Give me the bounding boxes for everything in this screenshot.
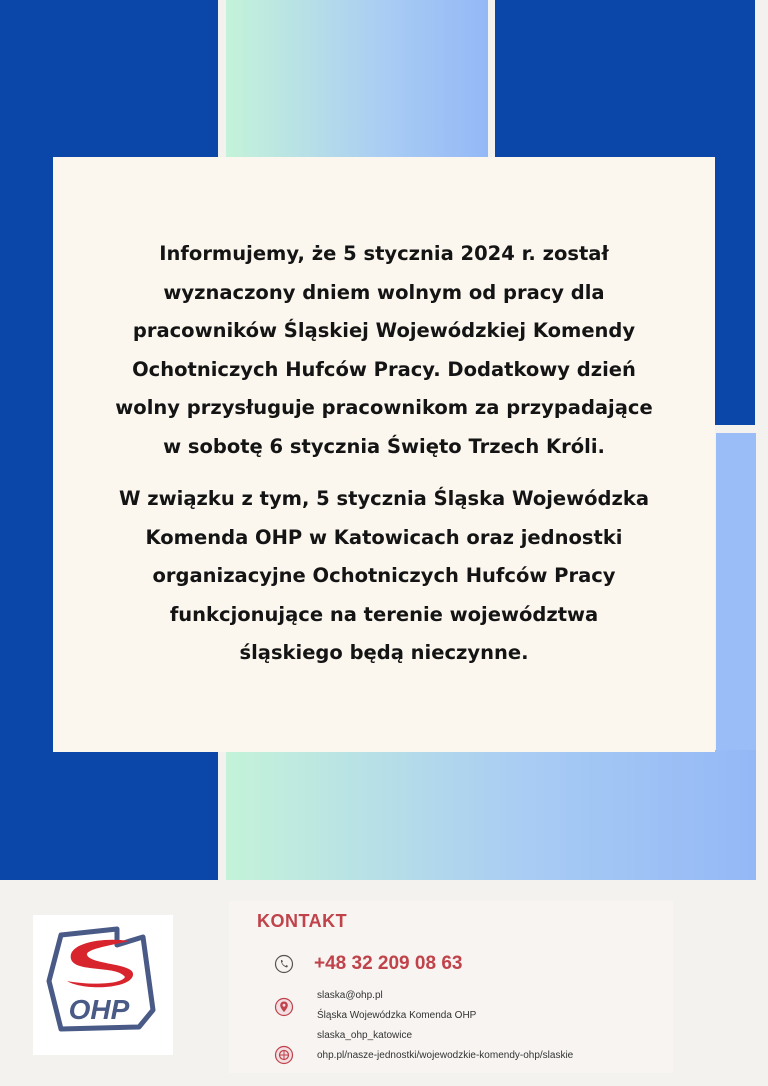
logo-text: OHP [68,994,130,1025]
contact-email[interactable]: slaska@ohp.pl [317,990,383,1001]
contact-title: KONTAKT [257,911,348,931]
text-line: śląskiego będą nieczynne. [239,641,529,664]
text-line: organizacyjne Ochotniczych Hufców Pracy [152,564,616,587]
contact-instagram[interactable]: slaska_ohp_katowice [317,1030,413,1041]
logo-swoosh [67,940,133,987]
contact-phone[interactable]: +48 32 209 08 63 [314,953,463,974]
location-pin-icon [274,997,294,1017]
announcement-text [53,235,715,673]
announcement-paragraph-2 [53,480,715,673]
text-line: pracowników Śląskiej Wojewódzkiej Komendy [132,319,636,342]
text-line: Ochotniczych Hufców Pracy. Dodatkowy dzień [132,357,636,381]
ohp-logo [33,915,173,1055]
text-line: wolny przysługuje pracownikom za przypadające [115,396,653,419]
gradient-panel-bottom [226,750,756,880]
contact-website[interactable]: ohp.pl/nasze-jednostki/wojewodzkie-komendy-ohp/slaskie [317,1050,574,1061]
contact-box [229,901,673,1073]
announcement-card [53,157,715,752]
text-line: w sobotę 6 stycznia Święto Trzech Króli. [163,434,605,458]
globe-icon [274,1045,294,1065]
text-line: Informujemy, że 5 stycznia 2024 r. został [159,242,609,265]
phone-icon [274,954,294,974]
ohp-logo-icon [33,915,173,1055]
text-line: W związku z tym, 5 stycznia Śląska Wojewódzka [119,487,649,510]
text-line: funkcjonujące na terenie województwa [169,602,599,626]
gradient-panel-top [226,0,488,160]
announcement-paragraph-1 [53,235,715,466]
text-line: wyznaczony dniem wolnym od pracy dla [163,280,605,304]
contact-facebook[interactable]: Śląska Wojewódzka Komenda OHP [317,1010,477,1021]
text-line: Komenda OHP w Katowicach oraz jednostki [145,525,623,549]
